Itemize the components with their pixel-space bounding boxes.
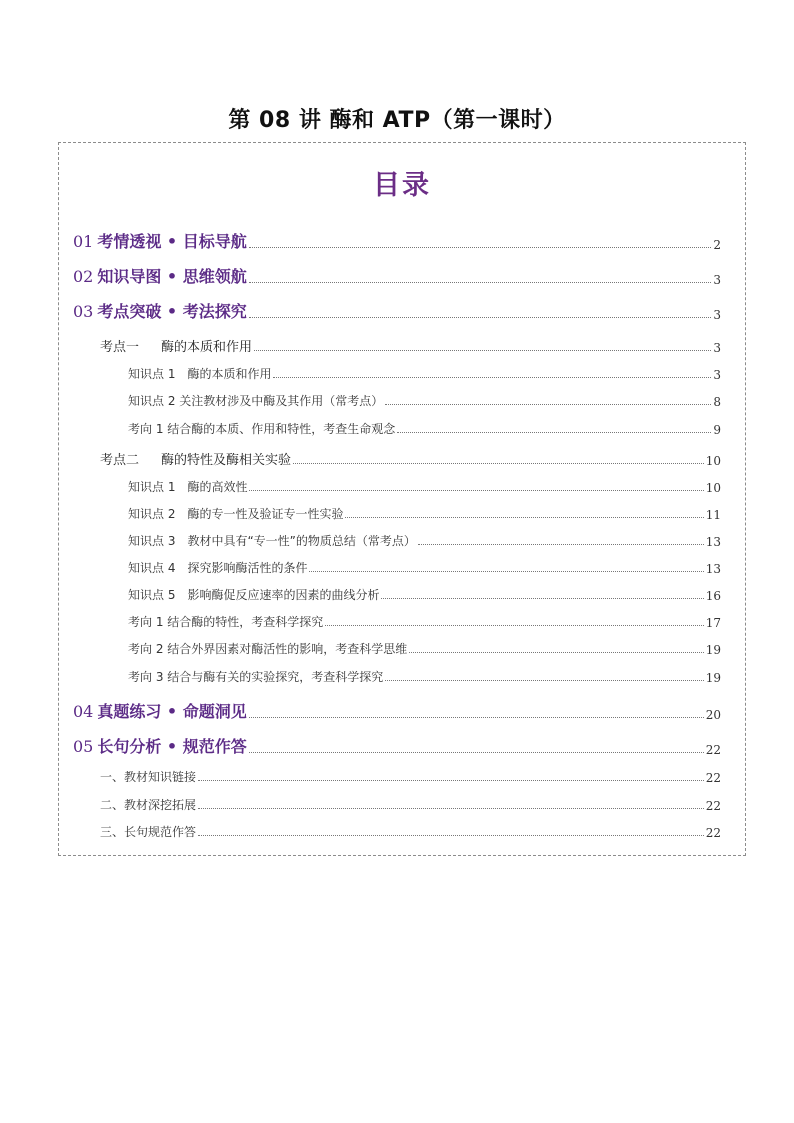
- toc-item-prefix: 考向 3: [128, 670, 164, 684]
- toc-subsection-label: 一、教材知识链接: [100, 770, 197, 784]
- toc-section-number: 02: [73, 267, 94, 286]
- toc-leader-dots: [249, 717, 704, 718]
- toc-page-number: 20: [705, 708, 721, 722]
- toc-entry-item[interactable]: [128, 420, 721, 437]
- toc-item-label: 影响酶促反应速率的因素的曲线分析: [187, 588, 380, 602]
- toc-page-number: 10: [705, 481, 721, 495]
- toc-subsection-label: 三、长句规范作答: [100, 825, 197, 839]
- toc-entry-item[interactable]: [128, 532, 721, 549]
- toc-item-label: 酶的高效性: [187, 480, 248, 494]
- toc-section-label: 考情透视 • 目标导航: [97, 232, 247, 251]
- toc-leader-dots: [249, 317, 712, 318]
- toc-point-prefix: 考点一: [100, 340, 140, 355]
- toc-page-number: 3: [713, 341, 721, 355]
- toc-section-number: 03: [73, 302, 94, 321]
- toc-entry-item[interactable]: [128, 613, 721, 630]
- toc-leader-dots: [293, 463, 704, 464]
- toc-item-prefix: 知识点 4: [128, 561, 176, 575]
- toc-leader-dots: [397, 432, 711, 433]
- toc-item-prefix: 考向 1: [128, 422, 164, 436]
- toc-item-prefix: 知识点 5: [128, 588, 176, 602]
- toc-heading: 目录: [373, 170, 431, 201]
- toc-leader-dots: [385, 680, 703, 681]
- toc-entry-item[interactable]: [128, 559, 721, 576]
- toc-entry-subsection[interactable]: [100, 768, 721, 785]
- toc-entry-item[interactable]: [128, 586, 721, 603]
- toc-entry-item[interactable]: [128, 478, 721, 495]
- toc-item-prefix: 知识点 1: [128, 480, 176, 494]
- toc-entry-item[interactable]: [128, 640, 721, 657]
- toc-leader-dots: [273, 377, 711, 378]
- toc-page-number: 22: [705, 743, 721, 757]
- toc-item-label: 结合外界因素对酶活性的影响，考查科学思维: [167, 642, 408, 656]
- toc-section-number: 04: [73, 702, 94, 721]
- toc-entry-section-01[interactable]: [73, 229, 721, 252]
- toc-page-number: 3: [713, 308, 721, 322]
- toc-entry-section-04[interactable]: [73, 699, 721, 722]
- toc-leader-dots: [249, 282, 712, 283]
- toc-section-label: 真题练习 • 命题洞见: [97, 702, 247, 721]
- toc-leader-dots: [249, 490, 703, 491]
- toc-section-number: 01: [73, 232, 94, 251]
- toc-item-label: 结合酶的本质、作用和特性，考查生命观念: [167, 422, 396, 436]
- toc-page-number: 22: [705, 799, 721, 813]
- toc-entry-section-05[interactable]: [73, 734, 721, 757]
- toc-item-prefix: 知识点 3: [128, 534, 176, 548]
- toc-page-number: 19: [705, 643, 721, 657]
- toc-item-label: 关注教材涉及中酶及其作用（常考点）: [179, 394, 384, 408]
- toc-entry-section-03[interactable]: [73, 299, 721, 322]
- toc-leader-dots: [418, 544, 704, 545]
- toc-entry-point-2[interactable]: [100, 449, 721, 468]
- toc-point-prefix: 考点二: [100, 453, 140, 468]
- toc-leader-dots: [198, 808, 704, 809]
- toc-leader-dots: [198, 780, 704, 781]
- toc-leader-dots: [385, 404, 711, 405]
- toc-item-prefix: 考向 1: [128, 615, 164, 629]
- toc-leader-dots: [345, 517, 703, 518]
- toc-page-number: 8: [713, 395, 721, 409]
- toc-page-number: 16: [705, 589, 721, 603]
- document-title: 第 08 讲 酶和 ATP（第一课时）: [228, 108, 566, 133]
- toc-page-number: 3: [713, 368, 721, 382]
- toc-item-label: 酶的专一性及验证专一性实验: [187, 507, 344, 521]
- toc-item-prefix: 知识点 2: [128, 507, 176, 521]
- toc-leader-dots: [249, 752, 704, 753]
- toc-entry-item[interactable]: [128, 365, 721, 382]
- table-of-contents: [58, 142, 746, 856]
- toc-section-number: 05: [73, 737, 94, 756]
- toc-item-prefix: 知识点 1: [128, 367, 176, 381]
- toc-point-label: 酶的本质和作用: [161, 340, 253, 355]
- toc-page-number: 9: [713, 423, 721, 437]
- toc-item-label: 探究影响酶活性的条件: [187, 561, 308, 575]
- toc-section-label: 长句分析 • 规范作答: [97, 737, 247, 756]
- toc-item-label: 结合与酶有关的实验探究，考查科学探究: [167, 670, 384, 684]
- toc-item-label: 结合酶的特性，考查科学探究: [167, 615, 324, 629]
- toc-page-number: 2: [713, 238, 721, 252]
- toc-page-number: 13: [705, 535, 721, 549]
- toc-subsection-label: 二、教材深挖拓展: [100, 798, 197, 812]
- toc-entry-item[interactable]: [128, 668, 721, 685]
- toc-leader-dots: [254, 350, 711, 351]
- toc-leader-dots: [198, 835, 704, 836]
- toc-section-label: 考点突破 • 考法探究: [97, 302, 247, 321]
- toc-entry-subsection[interactable]: [100, 823, 721, 840]
- toc-entry-item[interactable]: [128, 392, 721, 409]
- toc-leader-dots: [381, 598, 703, 599]
- toc-page-number: 19: [705, 671, 721, 685]
- toc-page-number: 22: [705, 771, 721, 785]
- toc-item-prefix: 知识点 2: [128, 394, 176, 408]
- toc-leader-dots: [325, 625, 703, 626]
- toc-item-label: 酶的本质和作用: [187, 367, 272, 381]
- toc-entry-item[interactable]: [128, 505, 721, 522]
- toc-leader-dots: [409, 652, 703, 653]
- toc-page-number: 17: [705, 616, 721, 630]
- toc-item-prefix: 考向 2: [128, 642, 164, 656]
- toc-item-label: 教材中具有“专一性”的物质总结（常考点）: [187, 534, 416, 548]
- toc-entry-subsection[interactable]: [100, 796, 721, 813]
- toc-leader-dots: [249, 247, 712, 248]
- toc-page-number: 10: [705, 454, 721, 468]
- toc-entry-section-02[interactable]: [73, 264, 721, 287]
- toc-entry-point-1[interactable]: [100, 336, 721, 355]
- toc-point-label: 酶的特性及酶相关实验: [161, 453, 292, 468]
- toc-page-number: 22: [705, 826, 721, 840]
- toc-section-label: 知识导图 • 思维领航: [97, 267, 247, 286]
- toc-page-number: 13: [705, 562, 721, 576]
- toc-leader-dots: [309, 571, 703, 572]
- toc-page-number: 11: [705, 508, 721, 522]
- toc-page-number: 3: [713, 273, 721, 287]
